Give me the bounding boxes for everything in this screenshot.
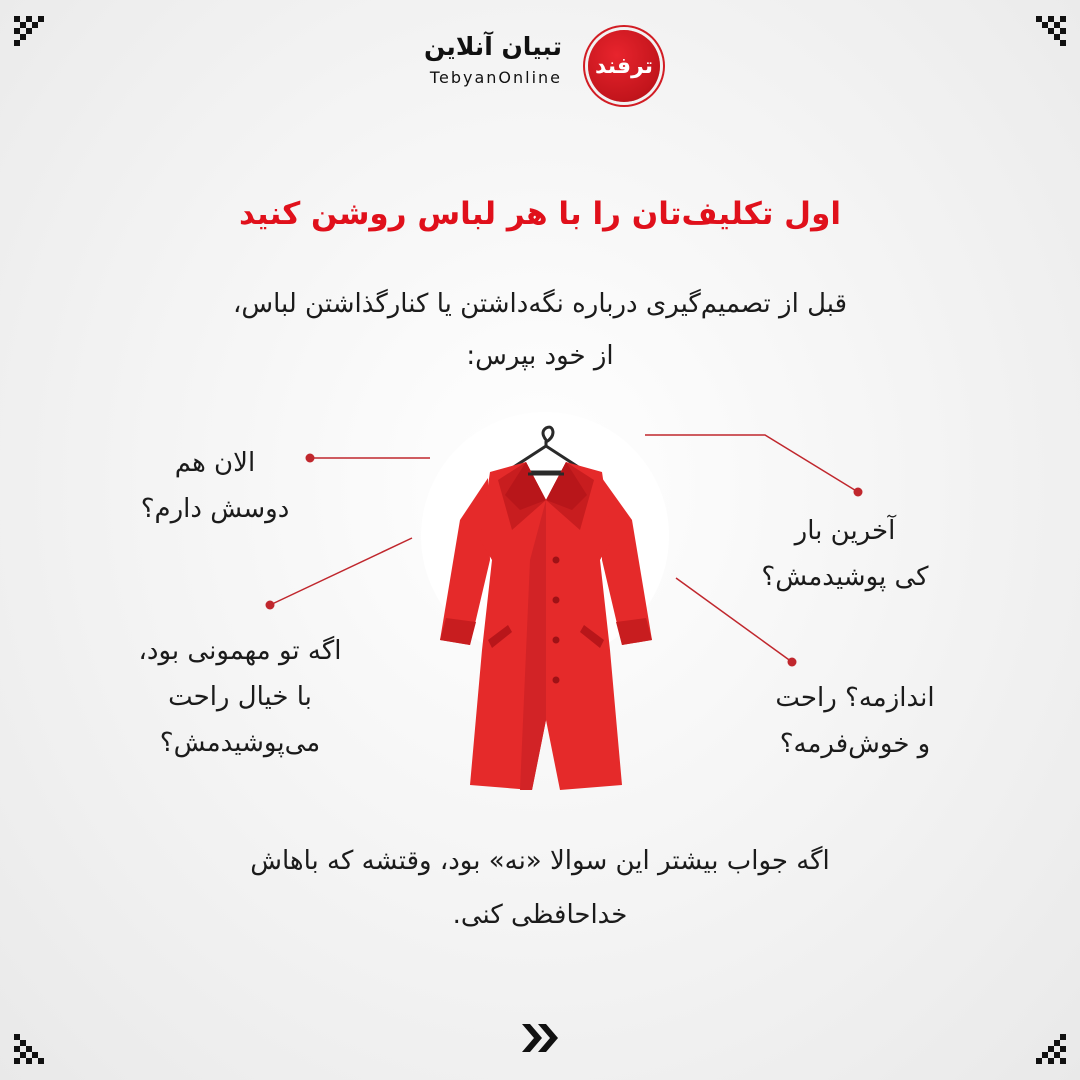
conclusion-line: اگه جواب بیشتر این سوالا «نه» بود، وقتشه که باهاش bbox=[250, 846, 830, 876]
brand-name-en: TebyanOnline bbox=[429, 68, 562, 87]
question-line: دوسش دارم؟ bbox=[140, 494, 290, 524]
question-line: می‌پوشیدمش؟ bbox=[159, 728, 321, 758]
question-1 bbox=[100, 440, 330, 532]
intro-line: از خود بپرس: bbox=[466, 341, 614, 371]
question-3 bbox=[100, 628, 380, 766]
conclusion-line: خداحافظی کنی. bbox=[452, 900, 628, 930]
brand-name-fa: تبیان آنلاین bbox=[423, 32, 562, 61]
question-2 bbox=[730, 508, 960, 600]
category-badge: ترفند bbox=[588, 30, 660, 102]
conclusion-text bbox=[110, 834, 970, 942]
page-title: اول تکلیف‌تان را با هر لباس روشن کنید bbox=[239, 196, 841, 232]
question-line: با خیال راحت bbox=[168, 682, 312, 712]
question-4 bbox=[740, 675, 970, 767]
double-chevron-icon[interactable] bbox=[520, 1020, 564, 1056]
question-line: اندازمه؟ راحت bbox=[775, 683, 935, 713]
question-line: کی پوشیدمش؟ bbox=[761, 562, 929, 592]
intro-line: قبل از تصمیم‌گیری درباره نگه‌داشتن یا کنارگذاشتن لباس، bbox=[232, 289, 848, 319]
question-line: و خوش‌فرمه؟ bbox=[779, 729, 931, 759]
question-line: آخرین بار bbox=[794, 516, 896, 546]
question-line: اگه تو مهمونی بود، bbox=[138, 636, 342, 666]
question-line: الان هم bbox=[174, 448, 256, 478]
